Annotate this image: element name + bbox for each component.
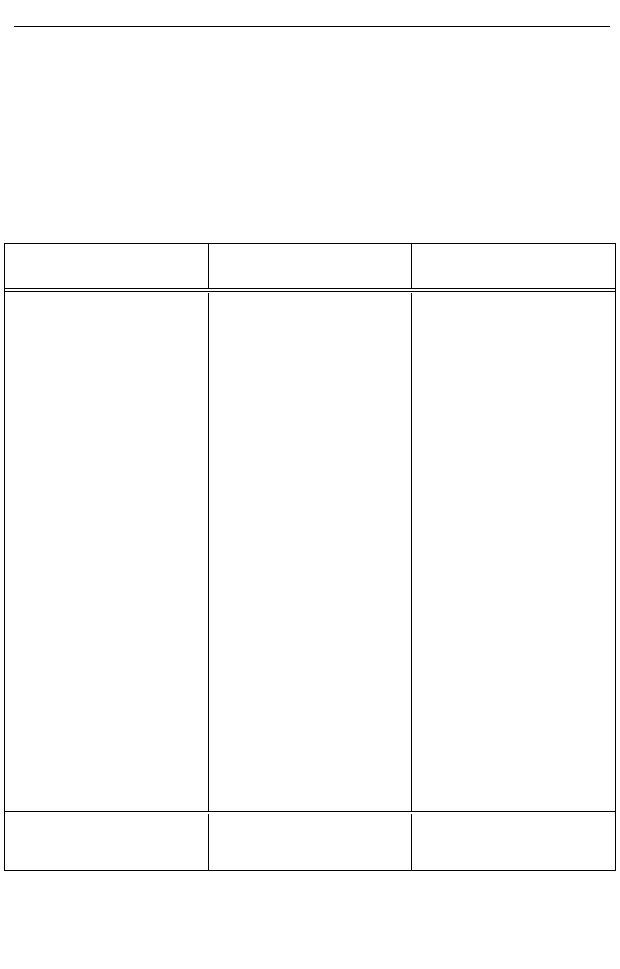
table-footer-row [5, 814, 615, 870]
running-header [14, 4, 610, 27]
story-power [411, 293, 615, 811]
body-double-rule [5, 811, 615, 812]
table-header-row [5, 244, 615, 289]
header-achievement [5, 244, 208, 288]
score-power [411, 814, 615, 870]
story-affiliation [208, 293, 412, 811]
header-double-rule [5, 291, 615, 292]
score-achievement [5, 814, 208, 870]
story-achievement [5, 293, 208, 811]
score-affiliation [208, 814, 412, 870]
header-power [411, 244, 615, 288]
table-body-row [5, 293, 615, 812]
motive-table [4, 243, 616, 871]
header-affiliation [208, 244, 412, 288]
